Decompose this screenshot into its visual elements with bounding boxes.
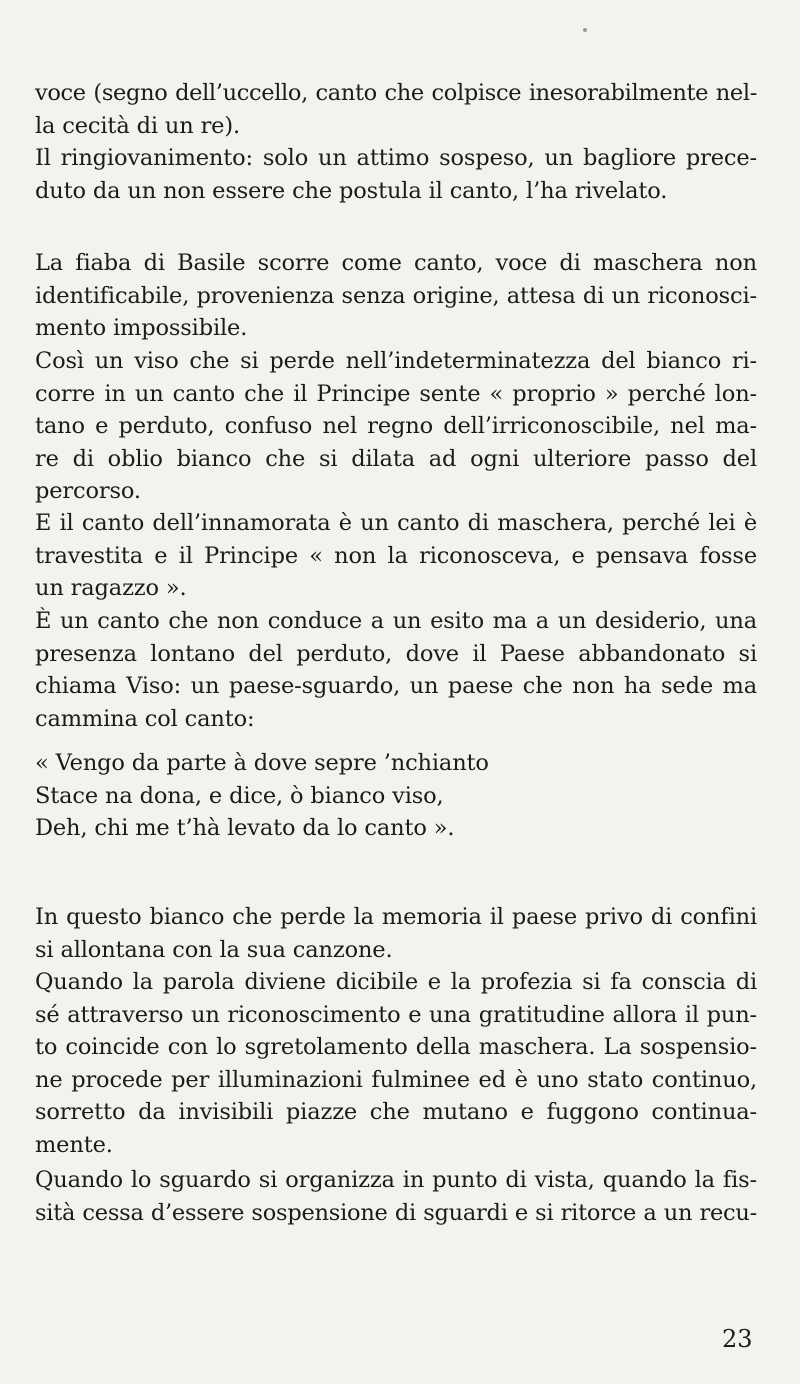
text-line: sé attraverso un riconoscimento e una gratitudine allora il pun- bbox=[35, 1001, 757, 1028]
text-line: cammina col canto: bbox=[35, 705, 255, 732]
text-line: La fiaba di Basile scorre come canto, voce di maschera non bbox=[35, 250, 757, 276]
text-line: E il canto dell’innamorata è un canto di maschera, perché lei è bbox=[35, 510, 757, 536]
paragraph-1 bbox=[35, 77, 757, 142]
text-line: corre in un canto che il Principe sente « proprio » perché lon- bbox=[35, 380, 757, 407]
text-line: percorso. bbox=[35, 478, 141, 504]
verse-line: Stace na dona, e dice, ò bianco viso, bbox=[35, 782, 444, 809]
paragraph-6 bbox=[35, 605, 757, 735]
text-line: sità cessa d’essere sospensione di sguardi e si ritorce a un recu- bbox=[35, 1199, 757, 1226]
text-line: mento impossibile. bbox=[35, 315, 248, 341]
text-line: sorretto da invisibili piazze che mutano e fuggono continua- bbox=[35, 1099, 757, 1125]
text-line: ne procede per illuminazioni fulminee ed è uno stato continuo, bbox=[35, 1066, 757, 1093]
text-line: In questo bianco che perde la memoria il paese privo di confini bbox=[35, 904, 757, 930]
text-line: Quando lo sguardo si organizza in punto di vista, quando la fis- bbox=[35, 1167, 757, 1193]
paragraph-3 bbox=[35, 247, 757, 345]
paragraph-8 bbox=[35, 901, 757, 966]
paragraph-2 bbox=[35, 142, 757, 207]
paper-speck bbox=[583, 28, 587, 32]
text-line: mente. bbox=[35, 1131, 113, 1158]
paragraph-9 bbox=[35, 966, 757, 1161]
paragraph-10 bbox=[35, 1164, 757, 1229]
verse-line: « Vengo da parte à dove sepre ’nchianto bbox=[35, 750, 489, 776]
text-line: duto da un non essere che postula il canto, l’ha rivelato. bbox=[35, 177, 668, 204]
text-line: si allontana con la sua canzone. bbox=[35, 936, 393, 963]
page-number: 23 bbox=[722, 1325, 753, 1353]
text-line: tano e perduto, confuso nel regno dell’irriconoscibile, nel ma- bbox=[35, 413, 757, 439]
text-line: Il ringiovanimento: solo un attimo sospeso, un bagliore prece- bbox=[35, 145, 757, 171]
text-line: re di oblio bianco che si dilata ad ogni ulteriore passo del bbox=[35, 445, 757, 472]
text-line: chiama Viso: un paese-sguardo, un paese che non ha sede ma bbox=[35, 673, 757, 699]
verse-line: Deh, chi me t’hà levato da lo canto ». bbox=[35, 815, 455, 841]
text-line: Quando la parola diviene dicibile e la profezia si fa conscia di bbox=[35, 969, 757, 995]
paragraph-4 bbox=[35, 345, 757, 508]
text-line: Così un viso che si perde nell’indeterminatezza del bianco ri- bbox=[35, 348, 757, 374]
text-line: un ragazzo ». bbox=[35, 575, 187, 601]
text-line: identificabile, provenienza senza origine, attesa di un riconosci- bbox=[35, 282, 757, 309]
quoted-verse bbox=[35, 747, 757, 845]
text-line: la cecità di un re). bbox=[35, 112, 240, 139]
paragraph-5 bbox=[35, 507, 757, 605]
text-line: to coincide con lo sgretolamento della maschera. La sospensio- bbox=[35, 1034, 757, 1060]
text-line: presenza lontano del perduto, dove il Paese abbandonato si bbox=[35, 640, 757, 667]
text-line: voce (segno dell’uccello, canto che colpisce inesorabilmente nel- bbox=[35, 80, 757, 106]
text-line: È un canto che non conduce a un esito ma a un desiderio, una bbox=[35, 608, 757, 634]
text-line: travestita e il Principe « non la riconosceva, e pensava fosse bbox=[35, 542, 757, 569]
